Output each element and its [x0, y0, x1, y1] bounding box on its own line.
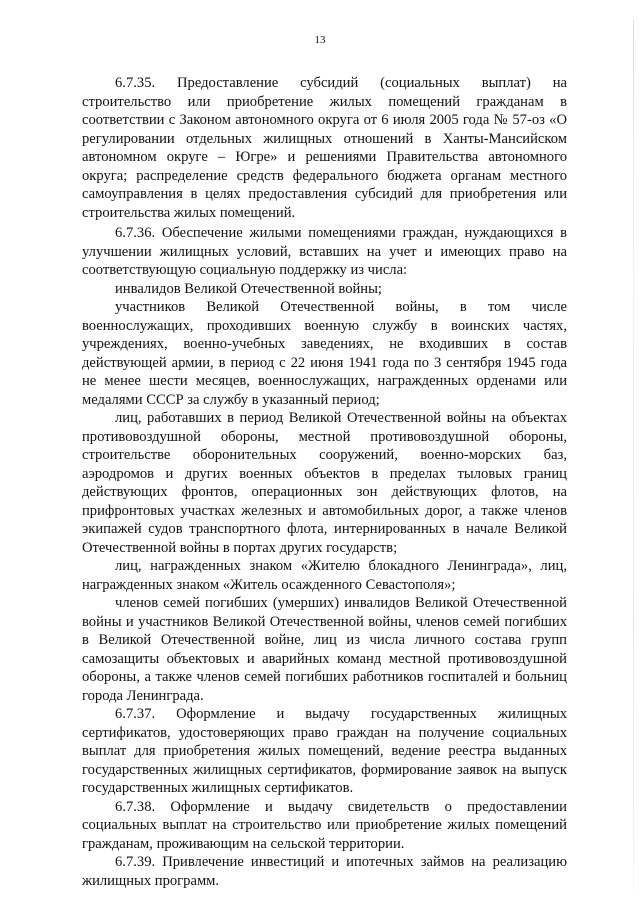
document-body — [82, 74, 567, 890]
list-item-participants: участников Великой Отечественной войны, в том числе военнослужащих, проходивших военную службу в воинских частях, учреждениях, военно-учебных заведениях, не входивших в состав действующей армии, в период с 22 июня 1941 года по 3 сентября 1945 года не менее шести месяцев, военнослужащих, награжденных орденами или медалями СССР за службу в указанный период; — [82, 299, 567, 408]
scan-edge-line — [633, 20, 634, 890]
list-item-workers: лиц, работавших в период Великой Отечественной войны на объектах противовоздушной обороны, местной противовоздушной обороны, строительстве оборонительных сооружений, военно-морских баз, аэродромов и других военных объектов в пределах тыловых границ действующих фронтов, операционных зон действующих флотов, на прифронтовых участках железных и автомобильных дорог, а также членов экипажей судов транспортного флота, интернированных в начале Великой Отечественной войны в портах других государств; — [82, 410, 567, 556]
list-item-family-members: членов семей погибших (умерших) инвалидов Великой Отечественной войны и участников Великой Отечественной войны, членов семей погибших в Великой Отечественной войне, лиц из числа личного состава групп самозащиты объектовых и аварийных команд местной противовоздушной обороны, а также членов семей погибших работников госпиталей и больниц города Ленинграда. — [82, 595, 567, 704]
page-number: 13 — [314, 34, 326, 46]
list-item-invalids: инвалидов Великой Отечественной войны; — [115, 280, 382, 297]
paragraph-6-7-36: 6.7.36. Обеспечение жилыми помещениями граждан, нуждающихся в улучшении жилищных условий, вставших на учет и имеющих право на соответствующую социальную поддержку из числа: — [82, 225, 567, 278]
list-item-leningrad-sevastopol: лиц, награжденных знаком «Жителю блокадного Ленинграда», лиц, награжденных знаком «Житель осажденного Севастополя»; — [82, 558, 567, 593]
paragraph-6-7-39: 6.7.39. Привлечение инвестиций и ипотечных займов на реализацию жилищных программ. — [82, 854, 567, 889]
paragraph-6-7-37: 6.7.37. Оформление и выдачу государственных жилищных сертификатов, удостоверяющих право граждан на получение социальных выплат для приобретения жилых помещений, ведение реестра выданных государственных жилищных сертификатов, формирование заявок на выпуск государственных жилищных сертификатов. — [82, 706, 567, 796]
paragraph-6-7-38: 6.7.38. Оформление и выдачу свидетельств о предоставлении социальных выплат на строительство или приобретение жилых помещений гражданам, проживающим на сельской территории. — [82, 798, 567, 852]
paragraph-6-7-35: 6.7.35. Предоставление субсидий (социальных выплат) на строительство или приобретение жилых помещений гражданам в соответствии с Законом автономного округа от 6 июля 2005 года № 57-оз «О регулировании отдельных жилищных отношений в Ханты-Мансийском автономном округе – Югре» и решениями Правительства автономного округа; распределение средств федерального бюджета органам местного самоуправления в целях предоставления субсидий для приобретения или строительства жилых помещений. — [82, 75, 567, 221]
